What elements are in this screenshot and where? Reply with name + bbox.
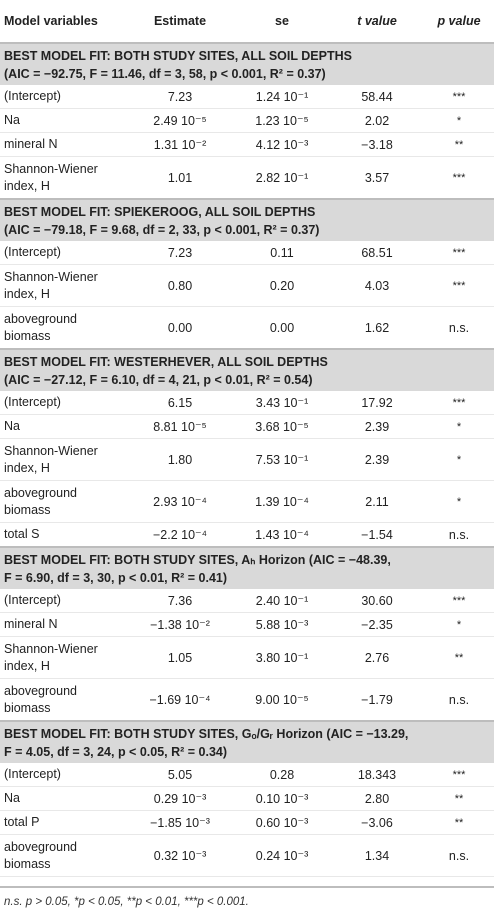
cell-t-value: 2.02 — [330, 109, 424, 133]
cell-t-value: 2.39 — [330, 439, 424, 481]
cell-p-value: * — [424, 109, 494, 133]
cell-t-value: 18.343 — [330, 763, 424, 787]
cell-variable: aboveground biomass — [0, 307, 126, 350]
cell-t-value: −3.06 — [330, 811, 424, 835]
cell-estimate: 0.80 — [126, 265, 234, 307]
cell-t-value: −1.54 — [330, 523, 424, 548]
cell-t-value: −2.35 — [330, 613, 424, 637]
cell-t-value: 17.92 — [330, 391, 424, 415]
table-footnote: n.s. p > 0.05, *p < 0.05, **p < 0.01, ***p < 0.001. — [4, 896, 249, 908]
table-header — [0, 0, 494, 43]
cell-variable: (Intercept) — [0, 85, 126, 109]
cell-variable: Na — [0, 415, 126, 439]
cell-se: 1.39 10⁻⁴ — [234, 481, 330, 523]
section-header-row — [0, 349, 494, 391]
cell-variable: (Intercept) — [0, 391, 126, 415]
cell-se: 3.43 10⁻¹ — [234, 391, 330, 415]
table-row — [0, 307, 494, 350]
cell-estimate: 0.00 — [126, 307, 234, 350]
table-row — [0, 589, 494, 613]
cell-estimate: 8.81 10⁻⁵ — [126, 415, 234, 439]
section-header-row — [0, 547, 494, 589]
cell-p-value: *** — [424, 265, 494, 307]
cell-estimate: −1.85 10⁻³ — [126, 811, 234, 835]
section-title — [0, 547, 494, 589]
cell-estimate: 1.05 — [126, 637, 234, 679]
cell-t-value: 1.34 — [330, 835, 424, 877]
cell-variable: Na — [0, 787, 126, 811]
cell-estimate: 6.15 — [126, 391, 234, 415]
section-header-row — [0, 43, 494, 85]
table-body — [0, 43, 494, 877]
cell-estimate: 1.01 — [126, 157, 234, 200]
cell-estimate: −1.38 10⁻² — [126, 613, 234, 637]
cell-p-value: * — [424, 415, 494, 439]
cell-p-value: * — [424, 439, 494, 481]
cell-estimate: 5.05 — [126, 763, 234, 787]
cell-t-value: 1.62 — [330, 307, 424, 350]
cell-se: 0.28 — [234, 763, 330, 787]
cell-estimate: 1.80 — [126, 439, 234, 481]
cell-t-value: 2.76 — [330, 637, 424, 679]
table-row — [0, 265, 494, 307]
cell-se: 7.53 10⁻¹ — [234, 439, 330, 481]
table-row — [0, 439, 494, 481]
cell-estimate: 7.23 — [126, 85, 234, 109]
section-title-line1: BEST MODEL FIT: BOTH STUDY SITES, Gₒ/Gᵣ Horizon (AIC = −13.29, — [4, 726, 409, 741]
section-header-row — [0, 199, 494, 241]
cell-p-value: ** — [424, 787, 494, 811]
cell-t-value: 3.57 — [330, 157, 424, 200]
cell-estimate: 7.36 — [126, 589, 234, 613]
cell-se: 3.80 10⁻¹ — [234, 637, 330, 679]
cell-se: 0.00 — [234, 307, 330, 350]
cell-variable: total P — [0, 811, 126, 835]
cell-p-value: * — [424, 481, 494, 523]
table-row — [0, 787, 494, 811]
cell-t-value: 2.11 — [330, 481, 424, 523]
cell-se: 0.60 10⁻³ — [234, 811, 330, 835]
cell-t-value: 58.44 — [330, 85, 424, 109]
header-t-value: t value — [330, 0, 424, 43]
table-row — [0, 763, 494, 787]
cell-p-value: *** — [424, 157, 494, 200]
header-se: se — [234, 0, 330, 43]
cell-estimate: 2.93 10⁻⁴ — [126, 481, 234, 523]
table-bottom-rule — [0, 886, 494, 888]
section-title — [0, 721, 494, 763]
cell-p-value: n.s. — [424, 835, 494, 877]
cell-p-value: ** — [424, 637, 494, 679]
cell-variable: aboveground biomass — [0, 481, 126, 523]
table-row — [0, 637, 494, 679]
table-row — [0, 613, 494, 637]
cell-p-value: ** — [424, 811, 494, 835]
section-title-line2: (AIC = −92.75, F = 11.46, df = 3, 58, p < 0.001, R² = 0.37) — [4, 66, 326, 81]
cell-p-value: n.s. — [424, 523, 494, 548]
cell-se: 2.82 10⁻¹ — [234, 157, 330, 200]
cell-variable: aboveground biomass — [0, 835, 126, 877]
cell-t-value: 2.39 — [330, 415, 424, 439]
table-row — [0, 481, 494, 523]
cell-estimate: 0.29 10⁻³ — [126, 787, 234, 811]
cell-variable: total S — [0, 523, 126, 548]
header-estimate: Estimate — [126, 0, 234, 43]
cell-variable: (Intercept) — [0, 241, 126, 265]
cell-estimate: 1.31 10⁻² — [126, 133, 234, 157]
cell-p-value: *** — [424, 391, 494, 415]
cell-variable: Na — [0, 109, 126, 133]
cell-variable: mineral N — [0, 133, 126, 157]
cell-se: 1.43 10⁻⁴ — [234, 523, 330, 548]
header-p-value: p value — [424, 0, 494, 43]
cell-se: 4.12 10⁻³ — [234, 133, 330, 157]
cell-variable: mineral N — [0, 613, 126, 637]
cell-se: 1.24 10⁻¹ — [234, 85, 330, 109]
section-title — [0, 43, 494, 85]
header-model-variables: Model variables — [0, 0, 126, 43]
cell-variable: aboveground biomass — [0, 679, 126, 722]
cell-se: 0.20 — [234, 265, 330, 307]
cell-variable: (Intercept) — [0, 763, 126, 787]
table-row — [0, 523, 494, 548]
table-row — [0, 109, 494, 133]
cell-t-value: 4.03 — [330, 265, 424, 307]
section-title-line2: F = 4.05, df = 3, 24, p < 0.05, R² = 0.34) — [4, 744, 228, 759]
cell-p-value: n.s. — [424, 307, 494, 350]
section-title — [0, 199, 494, 241]
cell-estimate: 7.23 — [126, 241, 234, 265]
cell-p-value: *** — [424, 589, 494, 613]
section-title-line1: BEST MODEL FIT: WESTERHEVER, ALL SOIL DEPTHS — [4, 354, 328, 369]
section-title-line2: F = 6.90, df = 3, 30, p < 0.01, R² = 0.41) — [4, 570, 228, 585]
cell-estimate: −1.69 10⁻⁴ — [126, 679, 234, 722]
section-title-line2: (AIC = −27.12, F = 6.10, df = 4, 21, p < 0.01, R² = 0.54) — [4, 372, 313, 387]
cell-se: 0.10 10⁻³ — [234, 787, 330, 811]
table-row — [0, 133, 494, 157]
section-title-line1: BEST MODEL FIT: BOTH STUDY SITES, ALL SOIL DEPTHS — [4, 48, 352, 63]
table-row — [0, 811, 494, 835]
table-row — [0, 85, 494, 109]
cell-t-value: −3.18 — [330, 133, 424, 157]
cell-estimate: 2.49 10⁻⁵ — [126, 109, 234, 133]
section-title-line1: BEST MODEL FIT: BOTH STUDY SITES, Aₕ Horizon (AIC = −48.39, — [4, 552, 391, 567]
cell-variable: Shannon-Wiener index, H — [0, 265, 126, 307]
cell-p-value: *** — [424, 241, 494, 265]
cell-p-value: * — [424, 613, 494, 637]
cell-t-value: 30.60 — [330, 589, 424, 613]
cell-p-value: n.s. — [424, 679, 494, 722]
cell-se: 9.00 10⁻⁵ — [234, 679, 330, 722]
section-title-line1: BEST MODEL FIT: SPIEKEROOG, ALL SOIL DEPTHS — [4, 204, 316, 219]
cell-se: 2.40 10⁻¹ — [234, 589, 330, 613]
section-title — [0, 349, 494, 391]
table-row — [0, 679, 494, 722]
section-title-line2: (AIC = −79.18, F = 9.68, df = 2, 33, p < 0.001, R² = 0.37) — [4, 222, 320, 237]
table-row — [0, 835, 494, 877]
cell-se: 1.23 10⁻⁵ — [234, 109, 330, 133]
table-row — [0, 391, 494, 415]
cell-estimate: 0.32 10⁻³ — [126, 835, 234, 877]
cell-t-value: 2.80 — [330, 787, 424, 811]
cell-se: 0.24 10⁻³ — [234, 835, 330, 877]
cell-estimate: −2.2 10⁻⁴ — [126, 523, 234, 548]
cell-se: 3.68 10⁻⁵ — [234, 415, 330, 439]
cell-t-value: −1.79 — [330, 679, 424, 722]
table-row — [0, 241, 494, 265]
cell-variable: Shannon-Wiener index, H — [0, 637, 126, 679]
cell-variable: (Intercept) — [0, 589, 126, 613]
cell-variable: Shannon-Wiener index, H — [0, 439, 126, 481]
section-header-row — [0, 721, 494, 763]
cell-p-value: ** — [424, 133, 494, 157]
cell-t-value: 68.51 — [330, 241, 424, 265]
table-row — [0, 415, 494, 439]
cell-se: 0.11 — [234, 241, 330, 265]
cell-variable: Shannon-Wiener index, H — [0, 157, 126, 200]
cell-se: 5.88 10⁻³ — [234, 613, 330, 637]
cell-p-value: *** — [424, 85, 494, 109]
table-row — [0, 157, 494, 200]
cell-p-value: *** — [424, 763, 494, 787]
